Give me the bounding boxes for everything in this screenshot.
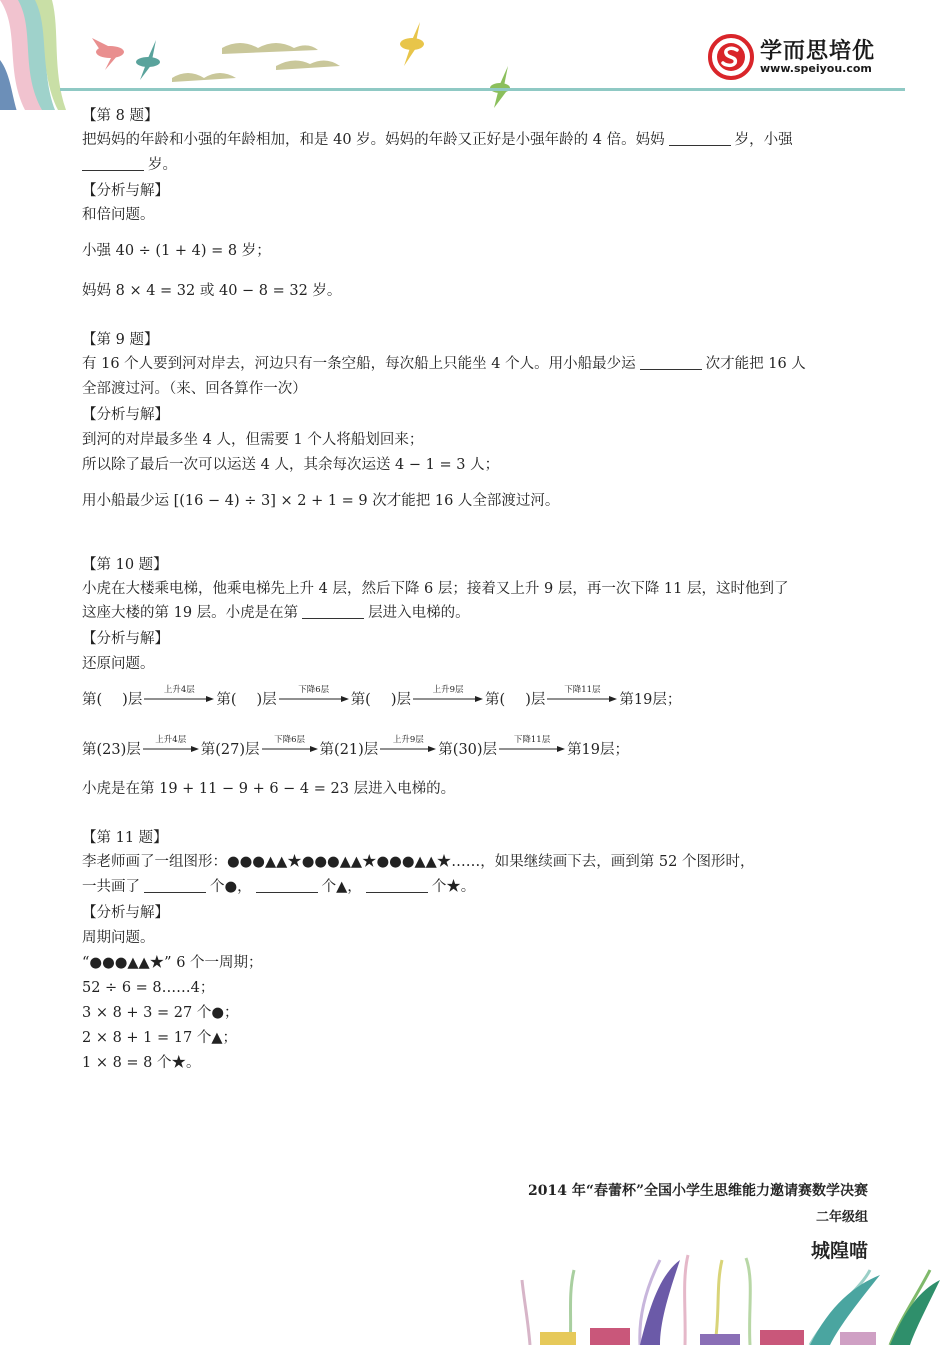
answer-blank[interactable] xyxy=(302,604,364,619)
q8-text-line1 xyxy=(82,130,793,150)
q11-text-c: 个▲， xyxy=(321,879,362,895)
q10-text-line2 xyxy=(82,603,470,623)
q9-text-a: 有 16 个人要到河对岸去，河边只有一条空船，每次船上只能坐 4 个人。用小船最少运 xyxy=(82,356,636,372)
arrow-label: 上升4层 xyxy=(163,685,195,695)
chain-text: 第19层； xyxy=(567,742,630,758)
q10-title: 【第 10 题】 xyxy=(82,557,168,573)
chain-text: 第(30)层 xyxy=(438,742,498,758)
chain-text: 第(21)层 xyxy=(319,742,379,758)
q10-chain-solved xyxy=(82,735,630,759)
q9-title: 【第 9 题】 xyxy=(82,332,159,348)
chain-text: 第(27)层 xyxy=(200,742,260,758)
header-rule xyxy=(60,88,905,91)
footer-grade: 二年级组 xyxy=(815,1210,868,1225)
chain-text: 第( xyxy=(82,692,103,708)
chain-text: 第( xyxy=(216,692,237,708)
answer-blank[interactable] xyxy=(669,131,731,146)
bird-icon xyxy=(400,22,424,66)
arrow-label: 下降6层 xyxy=(274,735,305,745)
q11-title: 【第 11 题】 xyxy=(82,830,168,846)
q10-analysis-1: 还原问题。 xyxy=(82,656,155,672)
q11-analysis-4: 3 × 8 + 3 = 27 个●； xyxy=(82,1005,239,1021)
chain-text: 第19层； xyxy=(619,692,682,708)
q10-chain-empty xyxy=(82,685,682,709)
q10-analysis-4: 小虎是在第 19 + 11 − 9 + 6 − 4 = 23 层进入电梯的。 xyxy=(82,781,456,797)
answer-blank[interactable] xyxy=(144,878,206,893)
q10-analysis-heading: 【分析与解】 xyxy=(82,631,169,647)
footer-signature: 城隍喵 xyxy=(810,1240,868,1262)
logo-text: 学而思培优 xyxy=(760,39,876,64)
q9-text-b: 次才能把 16 人 xyxy=(705,356,806,372)
q11-text-line1: 李老师画了一组图形：●●●▲▲★●●●▲▲★●●●▲▲★……，如果继续画下去，画到第 52 个图形时， xyxy=(82,854,755,870)
q8-text-b: 岁，小强 xyxy=(734,132,793,148)
chain-text: )层 xyxy=(122,692,143,708)
q9-analysis-1: 到河的对岸最多坐 4 人，但需要 1 个人将船划回来； xyxy=(82,432,424,448)
q10-text-b: 层进入电梯的。 xyxy=(368,605,470,621)
q11-analysis-heading: 【分析与解】 xyxy=(82,905,169,921)
q8-text-c: 岁。 xyxy=(148,157,177,173)
answer-blank[interactable] xyxy=(82,156,144,171)
chain-text: 第(23)层 xyxy=(82,742,141,758)
q9-analysis-3: 用小船最少运 [(16 − 4) ÷ 3] × 2 + 1 = 9 次才能把 16 人全部渡过河。 xyxy=(82,493,560,509)
chain-text: 第( xyxy=(485,692,506,708)
brand-logo xyxy=(708,32,908,82)
q11-text-line2 xyxy=(82,877,475,897)
arrow-up-9 xyxy=(413,686,483,703)
q10-text-line1: 小虎在大楼乘电梯，他乘电梯先上升 4 层，然后下降 6 层；接着又上升 9 层，再一次下降 11 层，这时他到了 xyxy=(82,581,789,597)
arrow-down-6 xyxy=(279,686,349,703)
page-header xyxy=(0,0,950,110)
arrow-up-4 xyxy=(143,736,199,753)
chain-text: )层 xyxy=(390,692,412,708)
bird-icon xyxy=(490,66,510,108)
arrow-up-4 xyxy=(144,686,214,703)
answer-blank[interactable] xyxy=(366,878,428,893)
q11-text-a: 一共画了 xyxy=(82,879,140,895)
q9-text-line1 xyxy=(82,354,806,374)
q8-analysis-1: 和倍问题。 xyxy=(82,207,155,223)
q9-text-line2: 全部渡过河。（来、回各算作一次） xyxy=(82,381,307,397)
arrow-label: 上升4层 xyxy=(155,735,187,745)
arrow-down-11 xyxy=(547,686,617,703)
q8-text-line2 xyxy=(82,155,177,175)
arrow-label: 下降6层 xyxy=(298,685,330,695)
arrow-down-11 xyxy=(499,736,565,753)
chain-text: 第( xyxy=(350,692,371,708)
bird-icon xyxy=(92,38,124,70)
arrow-label: 上升9层 xyxy=(432,685,464,695)
footer-competition: 2014 年“春蕾杯”全国小学生思维能力邀请赛数学决赛 xyxy=(528,1183,868,1199)
logo-s-icon xyxy=(708,34,754,80)
q11-analysis-6: 1 × 8 = 8 个★。 xyxy=(82,1055,201,1071)
footer-plant-decoration xyxy=(510,1250,950,1345)
q11-analysis-2: “●●●▲▲★” 6 个一周期； xyxy=(82,955,263,971)
arrow-up-9 xyxy=(380,736,436,753)
q8-title: 【第 8 题】 xyxy=(82,108,159,124)
q11-text-d: 个★。 xyxy=(431,879,476,895)
arrow-down-6 xyxy=(262,736,318,753)
answer-blank[interactable] xyxy=(640,355,702,370)
q9-analysis-2: 所以除了最后一次可以运送 4 人，其余每次运送 4 − 1 = 3 人； xyxy=(82,457,500,473)
q8-analysis-2: 小强 40 ÷ (1 + 4) = 8 岁； xyxy=(82,243,271,259)
arrow-label: 下降11层 xyxy=(513,735,551,745)
logo-url: www.speiyou.com xyxy=(760,62,872,75)
q11-analysis-1: 周期问题。 xyxy=(82,930,155,946)
arrow-label: 上升9层 xyxy=(392,735,424,745)
q11-analysis-5: 2 × 8 + 1 = 17 个▲； xyxy=(82,1030,237,1046)
answer-blank[interactable] xyxy=(256,878,318,893)
chain-text: )层 xyxy=(256,692,277,708)
q10-text-a: 这座大楼的第 19 层。小虎是在第 xyxy=(82,605,299,621)
q8-analysis-3: 妈妈 8 × 4 = 32 或 40 − 8 = 32 岁。 xyxy=(82,283,342,299)
q8-text-a: 把妈妈的年龄和小强的年龄相加，和是 40 岁。妈妈的年龄又正好是小强年龄的 4 倍。妈妈 xyxy=(82,132,665,148)
chain-text: )层 xyxy=(525,692,546,708)
arrow-label: 下降11层 xyxy=(564,685,601,695)
q9-analysis-heading: 【分析与解】 xyxy=(82,407,169,423)
q11-text-b: 个●， xyxy=(210,879,252,895)
q11-analysis-3: 52 ÷ 6 = 8……4； xyxy=(82,980,215,996)
q8-analysis-heading: 【分析与解】 xyxy=(82,183,169,199)
bird-icon xyxy=(136,40,160,80)
